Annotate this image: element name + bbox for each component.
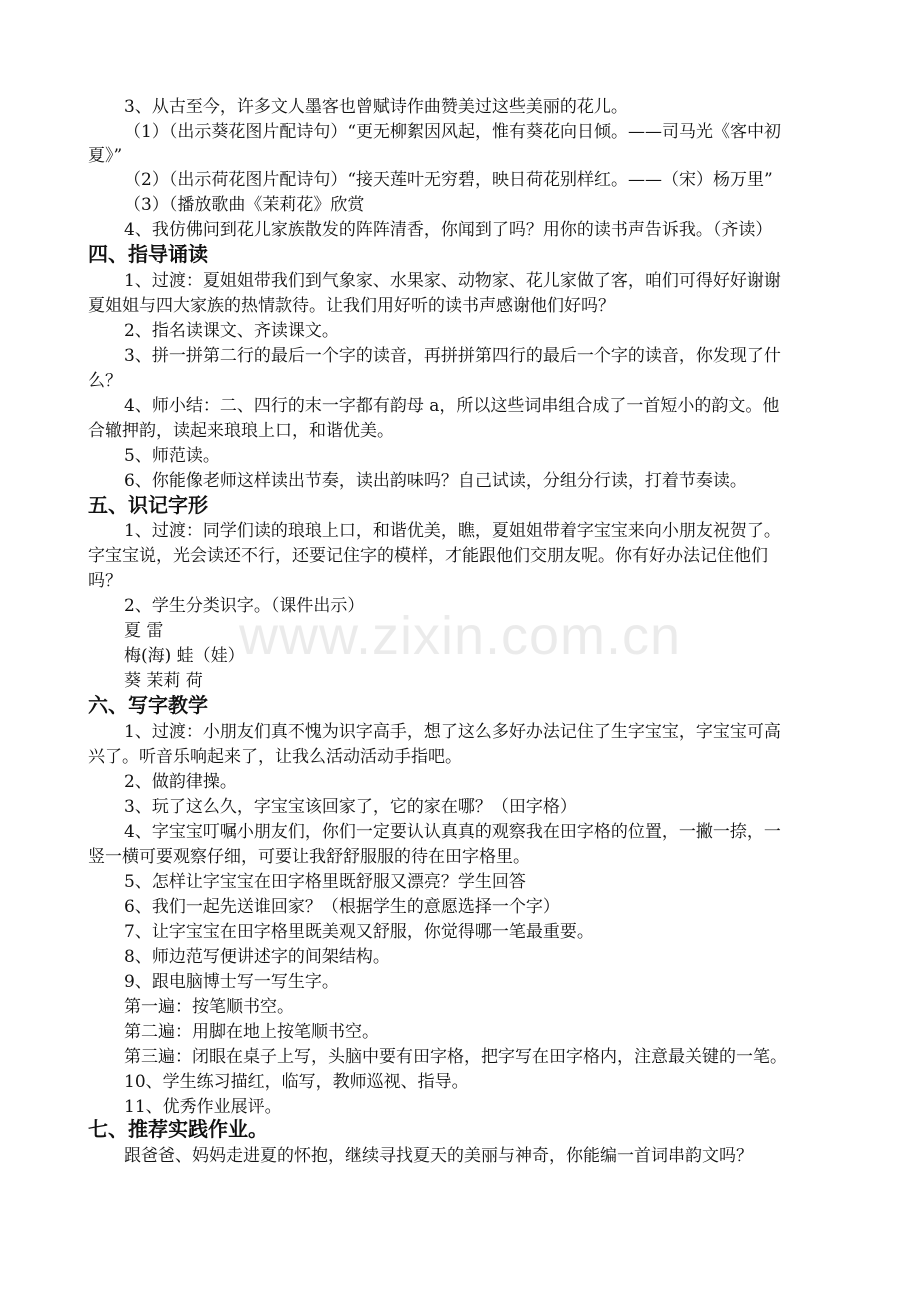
paragraph-line: 6、你能像老师这样读出节奏，读出韵味吗？自己试读，分组分行读，打着节奏读。: [124, 471, 747, 491]
paragraph-line: 3、从古至今，许多文人墨客也曾赋诗作曲赞美过这些美丽的花儿。: [124, 97, 628, 117]
paragraph-line: 葵 茉莉 荷: [124, 671, 203, 691]
section-heading: 四、指导诵读: [88, 242, 208, 266]
paragraph-line: 4、师小结：二、四行的末一字都有韵母 a，所以这些词串组合成了一首短小的韵文。他: [124, 396, 780, 416]
paragraph-line: 夏 雷: [124, 621, 164, 641]
paragraph-line: 5、怎样让字宝宝在田字格里既舒服又漂亮？学生回答: [124, 872, 526, 892]
paragraph-line: 1、过渡：夏姐姐带我们到气象家、水果家、动物家、花儿家做了客，咱们可得好好谢谢: [124, 271, 781, 291]
paragraph-line: 4、我仿佛问到花儿家族散发的阵阵清香，你闻到了吗？用你的读书声告诉我。（齐读）: [124, 220, 773, 240]
paragraph-line: 5、师范读。: [124, 446, 220, 466]
paragraph-line: 4、字宝宝叮嘱小朋友们，你们一定要认认真真的观察我在田字格的位置，一撇一捺，一: [124, 822, 781, 842]
paragraph-line: 夏》”: [88, 146, 123, 166]
paragraph-line: 第二遍：用脚在地上按笔顺书空。: [124, 1022, 379, 1042]
section-heading: 六、写字教学: [88, 693, 208, 717]
paragraph-line: 11、优秀作业展评。: [124, 1097, 282, 1117]
paragraph-line: 第一遍：按笔顺书空。: [124, 997, 294, 1017]
paragraph-line: 9、跟电脑博士写一写生字。: [124, 972, 339, 992]
paragraph-line: 6、我们一起先送谁回家？（根据学生的意愿选择一个字）: [124, 897, 560, 917]
section-heading: 五、识记字形: [88, 493, 208, 517]
paragraph-line: 1、过渡：同学们读的琅琅上口，和谐优美，瞧，夏姐姐带着字宝宝来向小朋友祝贺了。: [124, 521, 781, 541]
paragraph-line: 吗？: [88, 571, 122, 591]
paragraph-line: 字宝宝说，光会读还不行，还要记住字的模样，才能跟他们交朋友呢。你有好办法记住他们: [88, 546, 768, 566]
paragraph-line: （2）（出示荷花图片配诗句）“接天莲叶无穷碧，映日荷花别样红。——（宋）杨万里”: [124, 170, 773, 190]
paragraph-line: 梅(海) 蛙（娃）: [124, 646, 245, 666]
paragraph-line: 竖一横可要观察仔细，可要让我舒舒服服的待在田字格里。: [88, 847, 530, 867]
paragraph-line: 合辙押韵，读起来琅琅上口，和谐优美。: [88, 421, 394, 441]
paragraph-line: 2、指名读课文、齐读课文。: [124, 321, 339, 341]
paragraph-line: 夏姐姐与四大家族的热情款待。让我们用好听的读书声感谢他们好吗？: [88, 296, 615, 316]
paragraph-line: 第三遍：闭眼在桌子上写，头脑中要有田字格，把字写在田字格内，注意最关键的一笔。: [124, 1047, 787, 1067]
paragraph-line: 8、师边范写便讲述字的间架结构。: [124, 947, 390, 967]
paragraph-line: 2、做韵律操。: [124, 772, 237, 792]
paragraph-line: （3）（播放歌曲《茉莉花》欣赏: [124, 195, 365, 215]
paragraph-line: 跟爸爸、妈妈走进夏的怀抱，继续寻找夏天的美丽与神奇，你能编一首词串韵文吗？: [124, 1146, 753, 1166]
paragraph-line: 7、让字宝宝在田字格里既美观又舒服，你觉得哪一笔最重要。: [124, 922, 594, 942]
paragraph-line: 3、拼一拼第二行的最后一个字的读音，再拼拼第四行的最后一个字的读音，你发现了什: [124, 346, 781, 366]
watermark: www.zixin.com.cn: [238, 606, 682, 666]
section-heading: 七、推荐实践作业。: [88, 1117, 268, 1141]
paragraph-line: 1、过渡：小朋友们真不愧为识字高手，想了这么多好办法记住了生字宝宝，字宝宝可高: [124, 722, 781, 742]
paragraph-line: 10、学生练习描红，临写，教师巡视、指导。: [124, 1072, 469, 1092]
paragraph-line: 么？: [88, 371, 122, 391]
paragraph-line: 兴了。听音乐响起来了，让我么活动活动手指吧。: [88, 747, 462, 767]
paragraph-line: 3、玩了这么久，字宝宝该回家了，它的家在哪？（田字格）: [124, 797, 577, 817]
paragraph-line: （1）（出示葵花图片配诗句）“更无柳絮因风起，惟有葵花向日倾。——司马光《客中初: [124, 122, 782, 142]
paragraph-line: 2、学生分类识字。（课件出示）: [124, 596, 365, 616]
